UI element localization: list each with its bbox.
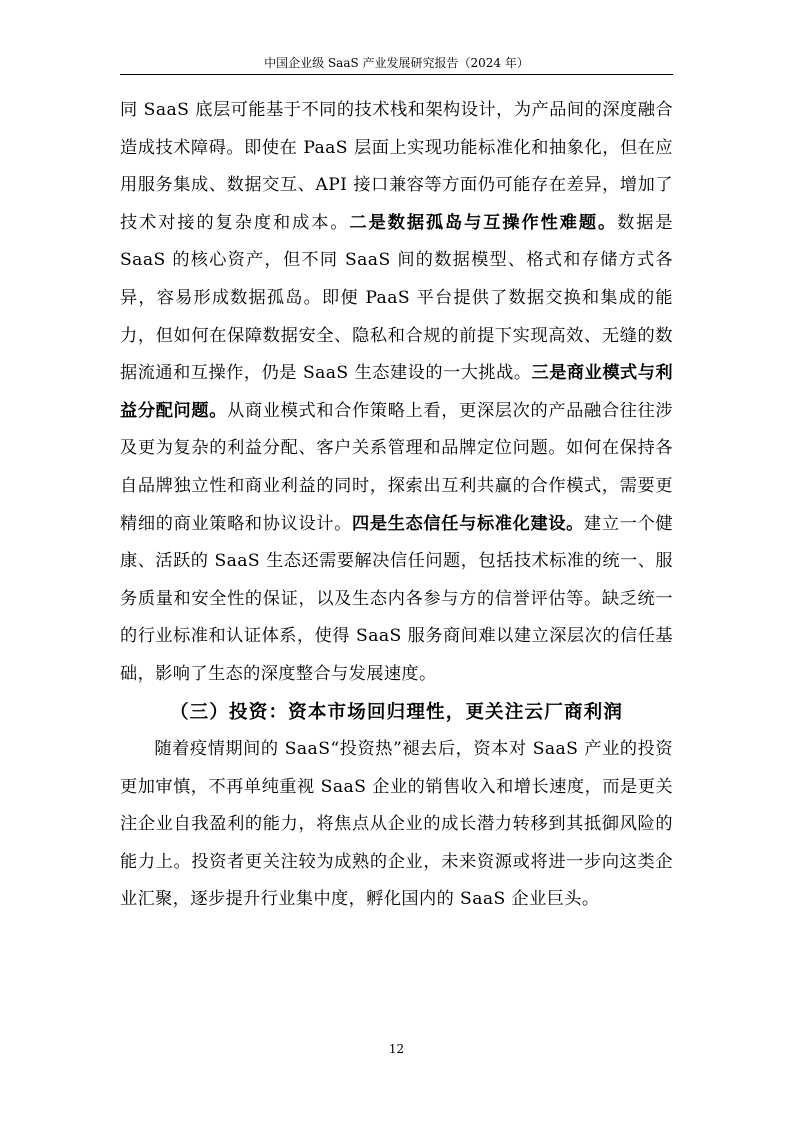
section-heading: （三）投资：资本市场回归理性，更关注云厂商利润 [169, 701, 624, 723]
bold-lead-ecosystem-trust: 四是生态信任与标准化建设。 [352, 513, 585, 534]
document-body [120, 92, 673, 919]
paragraph-investment: 随着疫情期间的 SaaS“投资热”褪去后，资本对 SaaS 产业的投资更加审慎，不再单纯重视 SaaS 企业的销售收入和增长速度，而是更关注企业自我盈利的能力，将焦点从企业的成长潜力转移到其抵御风险的能力上。投资者更关注较为成熟的企业，未来资源或将进一步向这类企业汇聚，逐步提升行业集中度，孵化国内的 SaaS 企业巨头。 [120, 739, 673, 910]
bold-lead-data-silos: 二是数据孤岛与互操作性难题。 [349, 212, 618, 233]
paragraph-challenges [120, 92, 673, 694]
paragraph-text: 同 SaaS 底层可能基于不同的技术栈和架构设计，为产品间的深度融合造成技术障碍。即使在 PaaS 层面上实现功能标准化和抽象化，但在应用服务集成、数据交互、API 接口兼容等方面仍可能存在差异，增加了技术对接的复杂度和成本。 [120, 100, 673, 233]
bold-lead-business-model: 三是商业模式与利益分配问题。 [120, 363, 673, 421]
paragraph-text: 从商业模式和合作策略上看，更深层次的产品融合往往涉及更为复杂的利益分配、客户关系管理和品牌定位问题。如何在保持各自品牌独立性和商业利益的同时，探索出互利共赢的合作模式，需要更精细的商业策略和协议设计。 [120, 400, 673, 534]
paragraph-text: 建立一个健康、活跃的 SaaS 生态还需要解决信任问题，包括技术标准的统一、服务质量和安全性的保证，以及生态内各参与方的信誉评估等。缺乏统一的行业标准和认证体系，使得 SaaS 服务商间难以建立深层次的信任基础，影响了生态的深度整合与发展速度。 [120, 513, 674, 684]
paragraph-text: 数据是 SaaS 的核心资产，但不同 SaaS 间的数据模型、格式和存储方式各异，容易形成数据孤岛。即便 PaaS 平台提供了数据交换和集成的能力，但如何在保障数据安全、隐私和合规的前提下实现高效、无缝的数据流通和互操作，仍是 SaaS 生态建设的一大挑战。 [120, 212, 673, 384]
page-number: 12 [388, 1042, 405, 1056]
header-rule [120, 74, 673, 75]
running-header: 中国企业级 SaaS 产业发展研究报告（2024 年） [264, 56, 529, 70]
